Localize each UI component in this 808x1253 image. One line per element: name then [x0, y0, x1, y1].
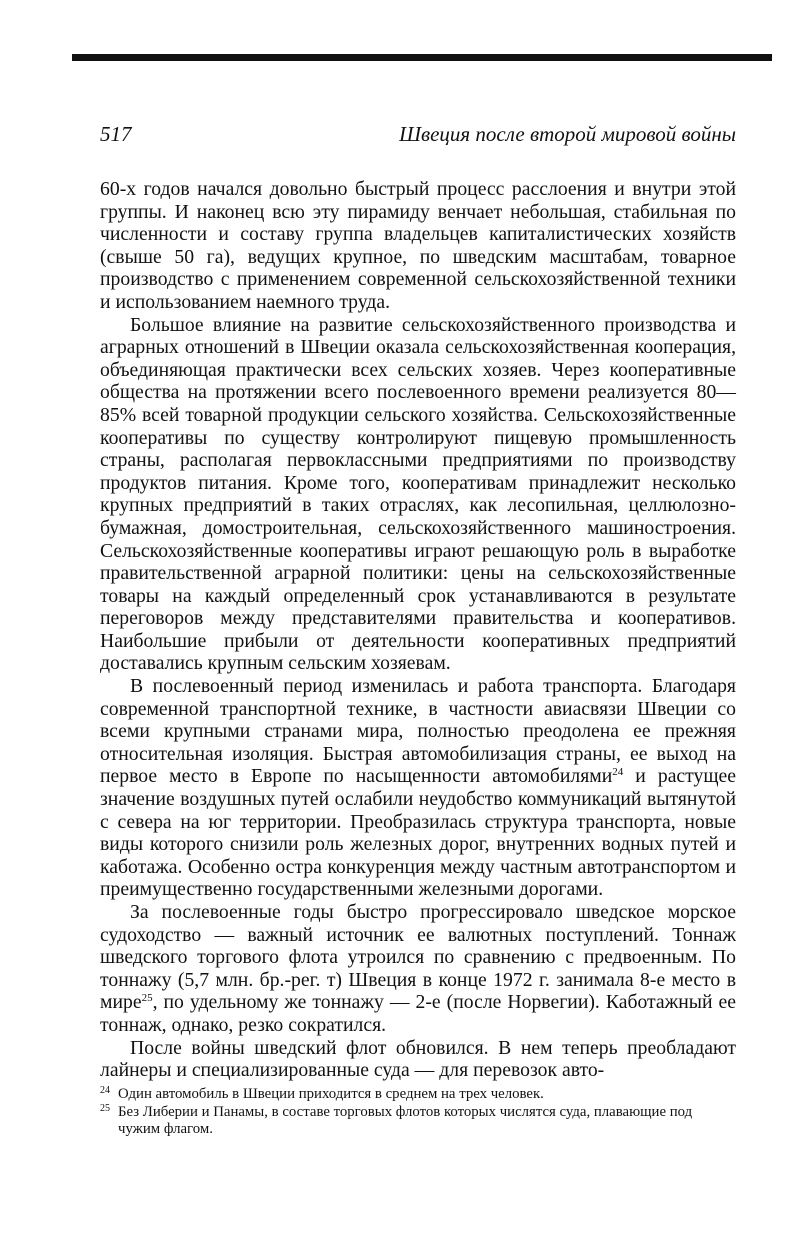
- footnote-25: 25 Без Либерии и Панамы, в составе торговых флотов которых числятся суда, плавающие под чужим флагом.: [100, 1102, 693, 1137]
- footnotes: [100, 1086, 736, 1139]
- footnote-24: 24 Один автомобиль в Швеции приходится в среднем на трех человек.: [100, 1085, 544, 1102]
- body-text: [100, 178, 736, 1082]
- top-rule: [72, 54, 772, 61]
- paragraph-5: После войны шведский флот обновился. В нем теперь преобладают лайнеры и специализированные суда — для перевозок авто-: [100, 1036, 736, 1082]
- paragraph-3-text: В послевоенный период изменилась и работа транспорта. Благодаря современной транспортной технике, в частности авиасвязи Швеции со всеми крупными странами мира, полностью преодолена ее прежняя относительная изоляция. Быстрая автомобилизация страны, ее выход на первое место в Европе по насыщенности автомобилями: [100, 675, 736, 788]
- paragraph-3-text-continued: и растущее значение воздушных путей ослабили неудобство коммуникаций вытянутой с севера на юг территории. Преобразилась структура транспорта, новые виды которого снизили роль железных дорог, внутренних водных путей и каботажа. Особенно острa конкуренция между частным автотранспортом и преимущественно государственными железными дорогами.: [100, 765, 736, 901]
- paragraph-2: Большое влияние на развитие сельскохозяйственного производства и аграрных отношений в Швеции оказала сельскохозяйственная кооперация, объединяющая практически всех сельских хозяев. Через кооперативные общества на протяжении всего послевоенного времени реализуется 80—85% всей товарной продукции сельского хозяйства. Сельскохозяйственные кооперативы по существу контролируют пищевую промышленность страны, располагая первоклассными предприятиями по производству продуктов питания. Кроме того, кооперативам принадлежит несколько крупных предприятий в таких отраслях, как лесопильная, целлюлозно-бумажная, домостроительная, сельскохозяйственного машиностроения. Сельскохозяйственные кооперативы играют решающую роль в выработке правительственной аграрной политики: цены на сельскохозяйственные товары на каждый определенный срок устанавливаются в результате переговоров между представителями правительства и кооперативов. Наибольшие прибыли от деятельности кооперативных предприятий доставались крупным сельским хозяевам.: [100, 313, 736, 675]
- footnote-text: Без Либерии и Панамы, в составе торговых флотов которых числятся суда, плавающие под чужим флагом.: [118, 1103, 693, 1137]
- footnote-text: Один автомобиль в Швеции приходится в среднем на трех человек.: [118, 1086, 544, 1102]
- page-header: [100, 120, 736, 148]
- paragraph-4-text: За послевоенные годы быстро прогрессировало шведское морское судоходство — важный источник ее валютных поступлений. Тоннаж шведского торгового флота утроился по сравнению с предвоенным. По тоннажу (5,7 млн. бр.-рег. т) Швеция в конце 1972 г. занимала 8-е место в мире: [100, 901, 736, 1014]
- footnote-ref-24: 24: [612, 766, 624, 779]
- footnote-ref-25: 25: [141, 992, 153, 1005]
- paragraph-4: [100, 901, 736, 1037]
- running-title: Швеция после второй мировой войны: [399, 122, 736, 146]
- paragraph-4-text-continued: , по удельному же тоннажу — 2-е (после Норвегии). Каботажный ее тоннаж, однако, резко сократился.: [100, 991, 736, 1036]
- paragraph-1: 60-х годов начался довольно быстрый процесс расслоения и внутри этой группы. И наконец всю эту пирамиду венчает небольшая, стабильная по численности и составу группа владельцев капиталистических хозяйств (свыше 50 га), ведущих крупное, по шведским масштабам, товарное производство с применением современной сельскохозяйственной техники и использованием наемного труда.: [100, 178, 736, 313]
- paragraph-3: [100, 675, 736, 901]
- page-number: 517: [100, 122, 132, 146]
